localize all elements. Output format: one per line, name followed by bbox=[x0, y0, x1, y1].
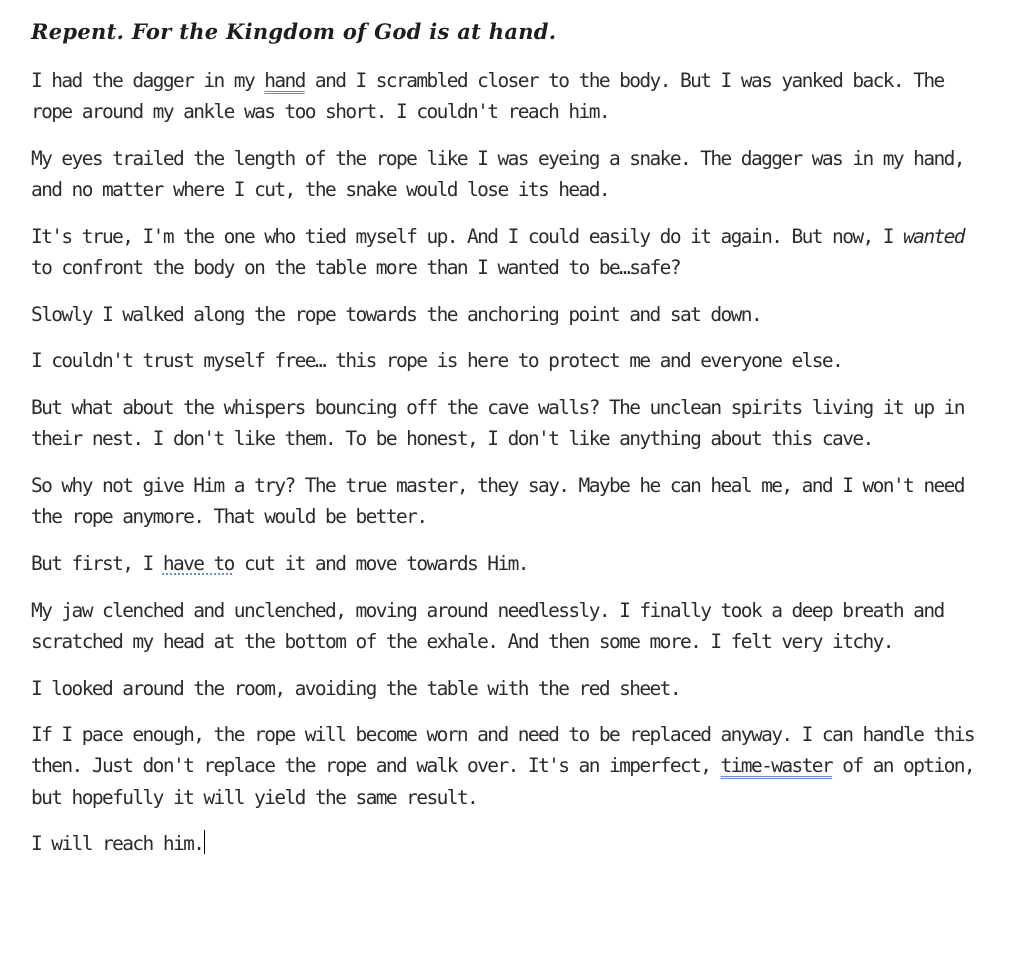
paragraph: Slowly I walked along the rope towards the anchoring point and sat down. bbox=[31, 302, 762, 326]
paragraph: But what about the whispers bouncing off the cave walls? The unclean spirits living it up in their nest. I don't like them. To be honest, I don't like anything about this cave. bbox=[31, 396, 964, 451]
paragraph: It's true, I'm the one who tied myself up. And I could easily do it again. But now, I wanted to confront the body on the table more than I wanted to be…safe? bbox=[31, 224, 964, 280]
style-suggestion-flag[interactable]: have to bbox=[162, 551, 234, 575]
document-body[interactable] bbox=[31, 14, 991, 875]
paragraph: I had the dagger in my hand and I scrambled closer to the body. But I was yanked back. The rope around my ankle was too short. I couldn't reach him. bbox=[31, 69, 944, 124]
paragraph: But first, I have to cut it and move towards Him. bbox=[31, 551, 528, 575]
paragraph: My jaw clenched and unclenched, moving around needlessly. I finally took a deep breath and scratched my head at the bottom of the exhale. And then some more. I felt very itchy. bbox=[31, 598, 944, 653]
paragraph: I couldn't trust myself free… this rope is here to protect me and everyone else. bbox=[31, 349, 843, 373]
paragraph: I will reach him. bbox=[31, 832, 204, 856]
grammar-flag[interactable]: time-waster bbox=[720, 754, 833, 778]
paragraph: If I pace enough, the rope will become worn and need to be replaced anyway. I can handle this then. Just don't replace the rope and walk over. It's an imperfect, time-waster of an option, but hopefully it will yield the same result. bbox=[31, 723, 975, 809]
grammar-flag[interactable]: hand bbox=[264, 69, 305, 92]
document-heading: Repent. For the Kingdom of God is at hand. bbox=[31, 19, 557, 44]
paragraph: My eyes trailed the length of the rope like I was eyeing a snake. The dagger was in my hand, and no matter where I cut, the snake would lose its head. bbox=[31, 146, 964, 202]
text-cursor bbox=[204, 830, 205, 854]
emphasis: wanted bbox=[903, 224, 964, 248]
paragraph: So why not give Him a try? The true master, they say. Maybe he can heal me, and I won't need the rope anymore. That would be better. bbox=[31, 474, 964, 529]
paragraph: I looked around the room, avoiding the table with the red sheet. bbox=[31, 676, 680, 700]
